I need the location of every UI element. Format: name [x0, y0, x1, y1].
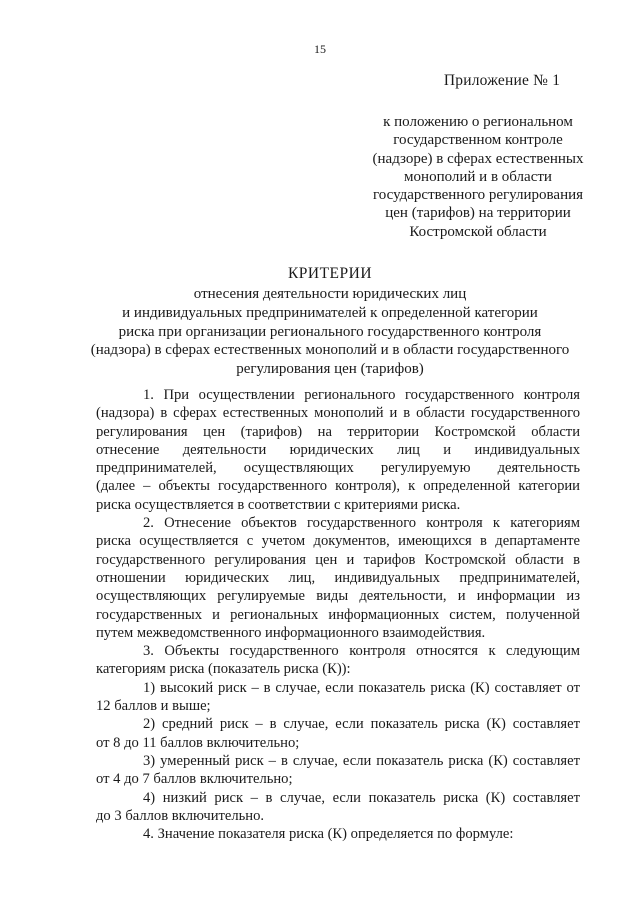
caption-line: (надзоре) в сферах естественных	[372, 150, 584, 167]
text-line: путем межведомственного информационного взаимодействия.	[96, 624, 486, 641]
paragraph-4	[96, 825, 580, 843]
subheading-line: регулирования цен (тарифов)	[236, 361, 424, 378]
text-line: 2. Отнесение объектов государственного контроля к категориям	[143, 515, 580, 532]
text-line: от 4 до 7 баллов включительно;	[96, 771, 293, 788]
caption-line: цен (тарифов) на территории	[385, 205, 571, 222]
subheading-line: риска при организации регионального государственного контроля	[118, 323, 542, 340]
text-line: государственных и региональных информационных систем, полученной	[96, 606, 580, 623]
text-line: 2) средний риск – в случае, если показатель риска (К) составляет	[143, 716, 580, 733]
risk-item-low	[96, 789, 580, 826]
text-line: отнесение деятельности юридических лиц и индивидуальных	[96, 441, 580, 458]
text-line: риска осуществляется с учетом документов, имеющихся в департаменте	[96, 533, 580, 550]
document-body	[96, 386, 580, 843]
text-line: (надзора) в сферах естественных монополий и в области государственного	[96, 405, 580, 422]
subheading-line: отнесения деятельности юридических лиц	[193, 286, 467, 302]
text-line: предпринимателей, осуществляющих регулируемую деятельность	[96, 460, 580, 477]
text-line: от 8 до 11 баллов включительно;	[96, 734, 300, 751]
text-line: регулирования цен (тарифов) на территории Костромской области	[96, 423, 580, 440]
risk-item-moderate	[96, 752, 580, 789]
paragraph-3	[96, 642, 580, 679]
subheading-line: и индивидуальных предпринимателей к определенной категории	[122, 304, 538, 321]
subheading-line: (надзора) в сферах естественных монополий и в области государственного	[90, 342, 570, 359]
page-number: 15	[314, 42, 326, 56]
risk-item-medium	[96, 715, 580, 752]
caption-line: Костромской области	[409, 223, 547, 240]
text-line: 3) умеренный риск – в случае, если показатель риска (К) составляет	[143, 752, 580, 769]
text-line: риска осуществляется в соответствии с критериями риска.	[96, 496, 461, 513]
paragraph-2	[96, 514, 580, 642]
caption-line: монополий и в области	[404, 168, 552, 185]
caption-line: государственного регулирования	[372, 187, 584, 204]
text-line: 1. При осуществлении регионального государственного контроля	[143, 387, 580, 403]
paragraph-1	[96, 386, 580, 514]
text-line: до 3 баллов включительно.	[96, 807, 265, 824]
text-line: категориям риска (показатель риска (К)):	[96, 661, 351, 678]
caption-line: к положению о региональном	[383, 114, 573, 130]
text-line: отношении юридических лиц, индивидуальных предпринимателей,	[96, 569, 580, 586]
text-line: 1) высокий риск – в случае, если показатель риска (К) составляет от	[143, 679, 580, 696]
document-subheading	[60, 285, 600, 379]
appendix-caption	[350, 113, 606, 241]
text-line: 3. Объекты государственного контроля относятся к следующим	[143, 643, 580, 660]
text-line: 12 баллов и выше;	[96, 698, 211, 715]
text-line: государственного регулирования цен и тарифов Костромской области в	[96, 551, 580, 568]
text-line: 4. Значение показателя риска (К) определяется по формуле:	[143, 826, 514, 843]
text-line: (далее – объекты государственного контроля), к определенной категории	[96, 478, 580, 495]
appendix-title: Приложение № 1	[443, 72, 561, 89]
text-line: 4) низкий риск – в случае, если показатель риска (К) составляет	[143, 789, 580, 806]
text-line: осуществляющих регулируемые виды деятельности, и информации из	[96, 588, 580, 605]
risk-item-high	[96, 679, 580, 716]
document-heading: КРИТЕРИИ	[287, 265, 373, 282]
caption-line: государственном контроле	[393, 132, 563, 149]
